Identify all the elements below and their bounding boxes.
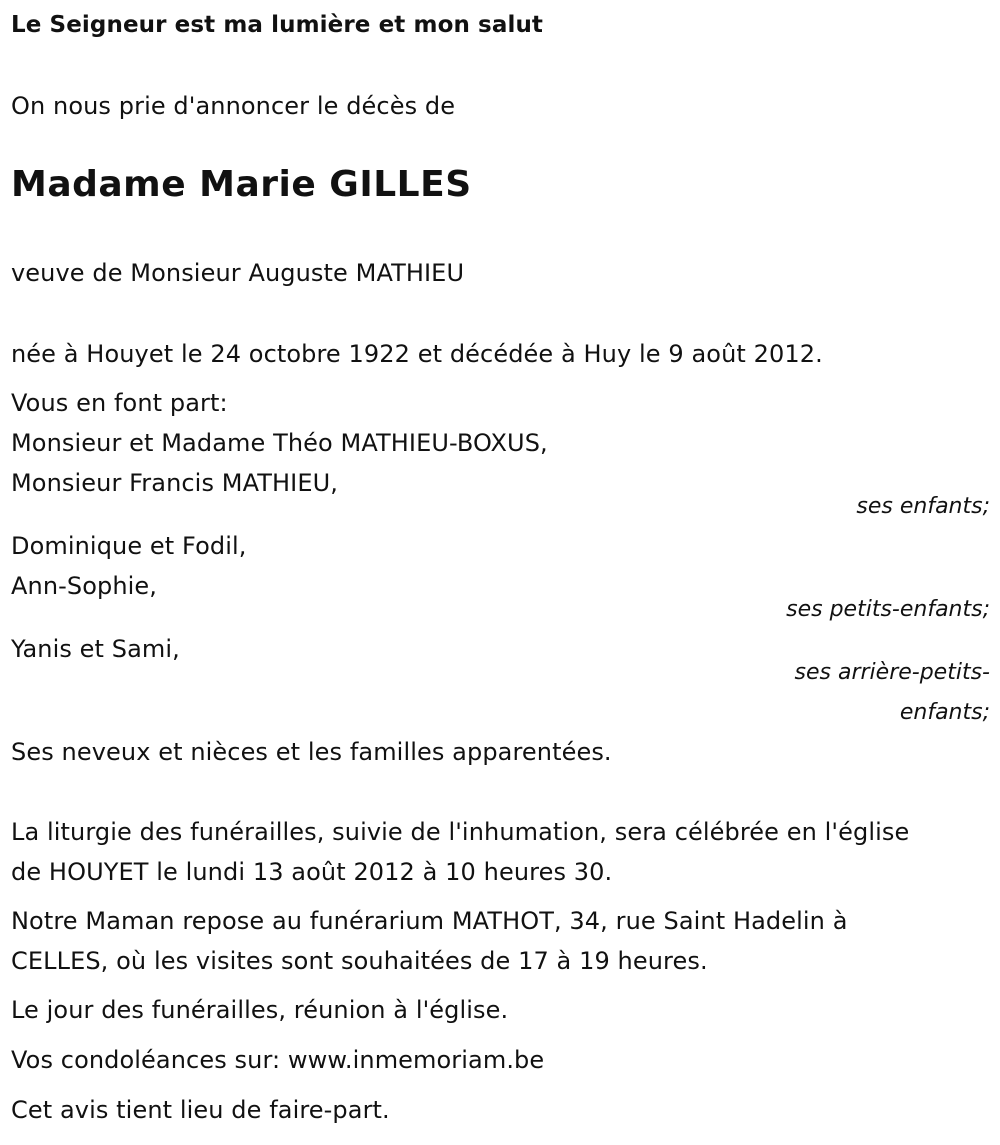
grandchild-entry: Dominique et Fodil, bbox=[11, 532, 247, 560]
liturgy-text-line2: de HOUYET le lundi 13 août 2012 à 10 heures 30. bbox=[11, 858, 613, 886]
widow-of-text: veuve de Monsieur Auguste MATHIEU bbox=[11, 259, 465, 287]
relatives-text: Ses neveux et nièces et les familles apparentées. bbox=[11, 738, 612, 766]
heading: Le Seigneur est ma lumière et mon salut bbox=[11, 12, 544, 38]
great-grandchildren-label-line2: enfants; bbox=[899, 700, 990, 725]
meeting-text: Le jour des funérailles, réunion à l'église. bbox=[11, 996, 509, 1024]
liturgy-text-line1: La liturgie des funérailles, suivie de l'inhumation, sera célébrée en l'église bbox=[11, 818, 910, 846]
deceased-name: Madame Marie GILLES bbox=[11, 164, 472, 205]
notice-text: Cet avis tient lieu de faire-part. bbox=[11, 1096, 390, 1124]
child-entry: Monsieur Francis MATHIEU, bbox=[11, 469, 338, 497]
great-grandchild-entry: Yanis et Sami, bbox=[11, 635, 180, 663]
grandchild-entry: Ann-Sophie, bbox=[11, 572, 158, 600]
rest-text-line1: Notre Maman repose au funérarium MATHOT, 34, rue Saint Hadelin à bbox=[11, 907, 848, 935]
grandchildren-label: ses petits-enfants; bbox=[786, 597, 990, 622]
birth-death-text: née à Houyet le 24 octobre 1922 et décédée à Huy le 9 août 2012. bbox=[11, 340, 823, 368]
intro-text: On nous prie d'annoncer le décès de bbox=[11, 92, 456, 120]
announcers-intro: Vous en font part: bbox=[11, 389, 228, 417]
child-entry: Monsieur et Madame Théo MATHIEU-BOXUS, bbox=[11, 429, 548, 457]
great-grandchildren-label-line1: ses arrière-petits- bbox=[794, 660, 990, 685]
condolences-text: Vos condoléances sur: www.inmemoriam.be bbox=[11, 1046, 545, 1074]
rest-text-line2: CELLES, où les visites sont souhaitées de 17 à 19 heures. bbox=[11, 947, 708, 975]
children-label: ses enfants; bbox=[856, 494, 990, 519]
